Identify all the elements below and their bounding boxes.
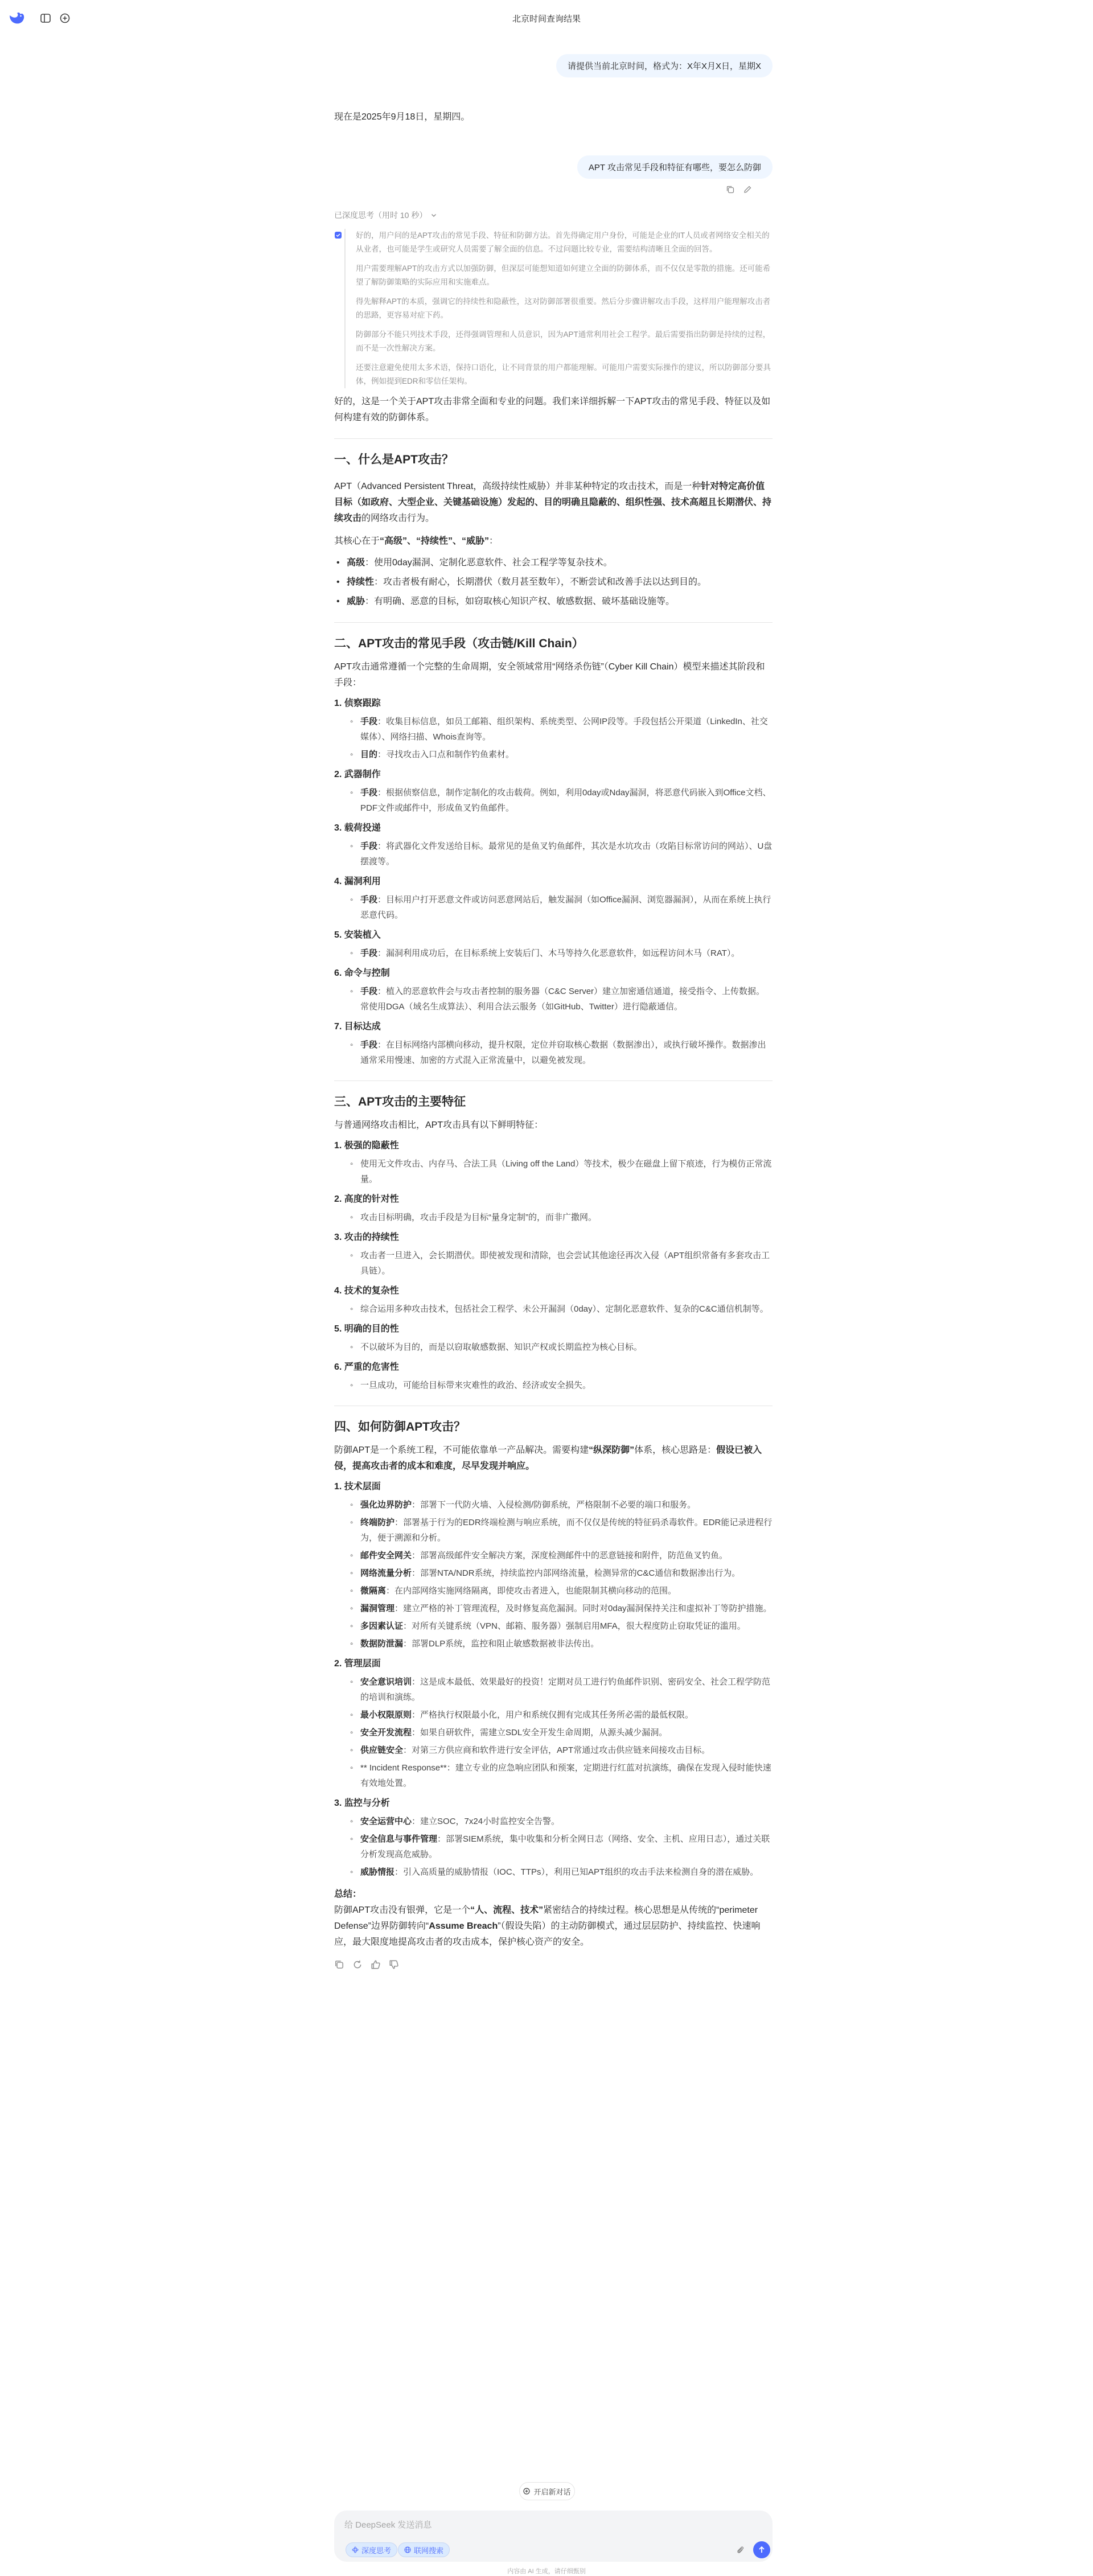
message-input[interactable]: 给 DeepSeek 发送消息 [344, 2520, 432, 2530]
page-title: 北京时间查询结果 [512, 14, 581, 24]
list-item: • 高级：使用0day漏洞、定制化恶意软件、社会工程学等复杂技术。 [334, 555, 773, 571]
assistant-reply: 现在是2025年9月18日，星期四。 [334, 112, 470, 122]
list-item: 6. 命令与控制 [334, 968, 390, 978]
divider [334, 1080, 773, 1081]
think-paragraph: 好的，用户问的是APT攻击的常见手段、特征和防御方法。首先得确定用户身份，可能是企业的IT人员或者网络安全相关的从业者，也可能是学生或研究人员需要了解全面的信息。不过问题比较专业，需要结构清晰且全面的回答。 [356, 231, 770, 253]
user-message-tools [726, 185, 752, 194]
list-item: • 持续性：攻击者极有耐心，长期潜伏（数月甚至数年），不断尝试和改善手法以达到目的。 [334, 574, 773, 590]
new-topic-icon [523, 2488, 530, 2495]
section-title: 四、如何防御APT攻击？ [334, 1420, 466, 1433]
list-item: 4. 技术的复杂性 [334, 1286, 399, 1296]
section-paragraph: APT攻击通常遵循一个完整的生命周期，安全领域常用“网络杀伤链”（Cyber Kill Chain）模型来描述其阶段和手段： [334, 662, 765, 688]
new-topic-button[interactable] [519, 2482, 575, 2500]
thumbs-down-icon[interactable] [389, 1959, 399, 1970]
answer-tools [334, 1959, 773, 1970]
deep-think-button-label: 深度思考 [361, 2546, 392, 2555]
list-item: ◦ 手段：目标用户打开恶意文件或访问恶意网站后，触发漏洞（如Office漏洞、浏览器漏洞），从而在系统上执行恶意代码。 [334, 892, 773, 923]
list-item: ◦ 微隔离：在内部网络实施网络隔离，即使攻击者进入，也能限制其横向移动的范围。 [334, 1583, 773, 1599]
list-item: ◦ 手段：收集目标信息，如员工邮箱、组织架构、系统类型、公网IP段等。手段包括公开渠道（LinkedIn、社交媒体）、网络扫描、Whois查询等。 [334, 714, 773, 745]
chevron-down-icon [430, 212, 437, 219]
list-item: ◦ 数据防泄漏：部署DLP系统，监控和阻止敏感数据被非法传出。 [334, 1636, 773, 1651]
copy-icon[interactable] [334, 1959, 344, 1970]
list-item: 2. 高度的针对性 [334, 1194, 399, 1204]
summary-title: 总结： [334, 1889, 362, 1899]
section-title: 三、APT攻击的主要特征 [334, 1095, 466, 1108]
section-paragraph: 其核心在于“高级”、“持续性”、“威胁”： [334, 536, 499, 546]
list-item: ◦ 安全意识培训：这是成本最低、效果最好的投资！定期对员工进行钓鱼邮件识别、密码安全、社会工程学防范的培训和演练。 [334, 1674, 773, 1705]
list-item: 4. 漏洞利用 [334, 877, 381, 886]
list-item: 3. 监控与分析 [334, 1798, 390, 1808]
user-message-bubble: 请提供当前北京时间，格式为：X年X月X日，星期X [556, 54, 773, 77]
list-item: ◦ 安全信息与事件管理：部署SIEM系统，集中收集和分析全网日志（网络、安全、主机、应用日志），通过关联分析发现高危威胁。 [334, 1831, 773, 1862]
list-item: ◦ 攻击者一旦进入，会长期潜伏。即使被发现和清除，也会尝试其他途径再次入侵（APT组织常备有多套攻击工具链）。 [334, 1248, 773, 1279]
list-item: ◦ 手段：植入的恶意软件会与攻击者控制的服务器（C&C Server）建立加密通信通道，接受指令、上传数据。常使用DGA（域名生成算法）、利用合法云服务（如GitHub、Twitter）进行隐蔽通信。 [334, 984, 773, 1014]
list-item: 3. 攻击的持续性 [334, 1232, 399, 1242]
section-title: 一、什么是APT攻击？ [334, 453, 454, 466]
list-item: 5. 明确的目的性 [334, 1324, 399, 1334]
deep-think-content [344, 229, 773, 388]
deep-think-button[interactable] [346, 2542, 397, 2557]
list-item: ◦ 威胁情报：引入高质量的威胁情报（IOC、TTPs），利用已知APT组织的攻击手法来检测自身的潜在威胁。 [334, 1864, 773, 1880]
list-item: 1. 极强的隐蔽性 [334, 1141, 399, 1151]
think-paragraph: 还要注意避免使用太多术语，保持口语化，让不同背景的用户都能理解。可能用户需要实际操作的建议，所以防御部分要具体，例如提到EDR和零信任架构。 [356, 363, 771, 385]
section-paragraph: 与普通网络攻击相比，APT攻击具有以下鲜明特征： [334, 1120, 544, 1130]
list-item: ◦ ** Incident Response**：建立专业的应急响应团队和预案，定期进行红蓝对抗演练，确保在发现入侵时能快速有效地处置。 [334, 1760, 773, 1791]
list-item: ◦ 手段：根据侦察信息，制作定制化的攻击载荷。例如，利用0day或Nday漏洞，将恶意代码嵌入到Office文档、PDF文件或邮件中，形成鱼叉钓鱼邮件。 [334, 785, 773, 816]
list-item: ◦ 安全运营中心：建立SOC，7x24小时监控安全告警。 [334, 1814, 773, 1829]
list-item: ◦ 不以破坏为目的，而是以窃取敏感数据、知识产权或长期监控为核心目标。 [334, 1340, 773, 1355]
summary-paragraph: 防御APT攻击没有银弹，它是一个“人、流程、技术”紧密结合的持续过程。核心思想是从传统的“perimeter Defense”边界防御转向“Assume Breach”（假设失陷）的主动防御模式，通过层层防护、持续监控、快速响应，最大限度地提高攻击者的攻击成本，保护核心资产的安全。 [334, 1905, 761, 1947]
web-search-button-label: 联网搜索 [414, 2546, 444, 2555]
list-item: ◦ 供应链安全：对第三方供应商和软件进行安全评估，APT常通过攻击供应链来间接攻击目标。 [334, 1743, 773, 1758]
list-item: ◦ 网络流量分析：部署NTA/NDR系统，持续监控内部网络流量，检测异常的C&C通信和数据渗出行为。 [334, 1566, 773, 1581]
globe-icon [404, 2546, 411, 2553]
list-item: ◦ 手段：漏洞利用成功后，在目标系统上安装后门、木马等持久化恶意软件，如远程访问木马（RAT）。 [334, 946, 773, 961]
think-paragraph: 得先解释APT的本质，强调它的持续性和隐蔽性，这对防御部署很重要。然后分步骤讲解攻击手段，这样用户能理解攻击者的思路，更容易对症下药。 [356, 297, 771, 319]
arrow-up-icon [758, 2546, 766, 2554]
list-item: ◦ 一旦成功，可能给目标带来灾难性的政治、经济或安全损失。 [334, 1378, 773, 1393]
list-item: ◦ 最小权限原则：严格执行权限最小化，用户和系统仅拥有完成其任务所必需的最低权限。 [334, 1707, 773, 1723]
section-paragraph: 防御APT是一个系统工程，不可能依靠单一产品解决。需要构建“纵深防御”体系，核心思路是：假设已被入侵，提高攻击者的成本和难度，尽早发现并响应。 [334, 1445, 762, 1471]
list-item: 1. 侦察跟踪 [334, 699, 381, 708]
list-item: 1. 技术层面 [334, 1482, 381, 1492]
list-item: ◦ 安全开发流程：如果自研软件，需建立SDL安全开发生命周期，从源头减少漏洞。 [334, 1725, 773, 1740]
edit-icon[interactable] [743, 185, 752, 194]
list-item: 2. 武器制作 [334, 770, 381, 779]
section-paragraph: APT（Advanced Persistent Threat，高级持续性威胁）并非某种特定的攻击技术，而是一种针对特定高价值目标（如政府、大型企业、关键基础设施）发起的、目的明确且隐蔽的、组织性强、技术高超且长期潜伏、持续攻击的网络攻击行为。 [334, 482, 772, 523]
user-message-bubble: APT 攻击常见手段和特征有哪些，要怎么防御 [577, 155, 773, 179]
bullet-list [334, 555, 773, 610]
list-item: ◦ 目的：寻找攻击入口点和制作钓鱼素材。 [334, 747, 773, 762]
ai-disclaimer: 内容由 AI 生成，请仔细甄别 [507, 2568, 586, 2575]
list-item: ◦ 综合运用多种攻击技术，包括社会工程学、未公开漏洞（0day）、定制化恶意软件、复杂的C&C通信机制等。 [334, 1301, 773, 1317]
list-item: ◦ 终端防护：部署基于行为的EDR终端检测与响应系统，而不仅仅是传统的特征码杀毒软件。EDR能记录进程行为，便于溯源和分析。 [334, 1515, 773, 1546]
list-item: ◦ 手段：在目标网络内部横向移动，提升权限，定位并窃取核心数据（数据渗出），或执行破坏操作。数据渗出通常采用慢速、加密的方式混入正常流量中，以避免被发现。 [334, 1037, 773, 1068]
section-title: 二、APT攻击的常见手段（攻击链/Kill Chain） [334, 637, 584, 650]
message-composer [334, 2511, 773, 2562]
top-bar [0, 0, 1093, 36]
think-paragraph: 防御部分不能只列技术手段，还得强调管理和人员意识，因为APT通常利用社会工程学。最后需要指出防御是持续的过程，而不是一次性解决方案。 [356, 330, 771, 352]
list-item: ◦ 强化边界防护：部署下一代防火墙、入侵检测/防御系统，严格限制不必要的端口和服务。 [334, 1497, 773, 1513]
thumbs-up-icon[interactable] [371, 1959, 381, 1970]
list-item: ◦ 邮件安全网关：部署高级邮件安全解决方案，深度检测邮件中的恶意链接和附件，防范鱼叉钓鱼。 [334, 1548, 773, 1563]
think-status-icon [334, 231, 342, 239]
deep-think-label: 已深度思考（用时 10 秒） [334, 211, 428, 220]
list-item: • 威胁：有明确、恶意的目标，如窃取核心知识产权、敏感数据、破坏基础设施等。 [334, 594, 773, 610]
list-item: ◦ 攻击目标明确，攻击手段是为目标“量身定制”的，而非广撒网。 [334, 1210, 773, 1225]
think-paragraph: 用户需要理解APT的攻击方式以加强防御，但深层可能想知道如何建立全面的防御体系，而不仅仅是零散的措施。还可能希望了解防御策略的实际应用和实施难点。 [356, 264, 771, 286]
divider [334, 438, 773, 439]
list-item: 6. 严重的危害性 [334, 1362, 399, 1372]
regenerate-icon[interactable] [352, 1959, 363, 1970]
new-topic-label: 开启新对话 [533, 2487, 571, 2496]
send-button[interactable] [753, 2541, 770, 2558]
list-item: 3. 载荷投递 [334, 823, 381, 833]
deep-think-toggle[interactable] [334, 209, 773, 221]
answer-intro: 好的，这是一个关于APT攻击非常全面和专业的问题。我们来详细拆解一下APT攻击的常见手段、特征以及如何构建有效的防御体系。 [334, 397, 771, 422]
list-item: ◦ 使用无文件攻击、内存马、合法工具（Living off the Land）等技术，极少在磁盘上留下痕迹，行为模仿正常流量。 [334, 1156, 773, 1187]
divider [334, 622, 773, 623]
copy-icon[interactable] [726, 185, 735, 194]
atom-icon [352, 2546, 359, 2553]
list-item: 5. 安装植入 [334, 930, 381, 940]
list-item: ◦ 漏洞管理：建立严格的补丁管理流程，及时修复高危漏洞。同时对0day漏洞保持关注和虚拟补丁等防护措施。 [334, 1601, 773, 1616]
list-item: 2. 管理层面 [334, 1659, 381, 1669]
paperclip-icon[interactable] [735, 2545, 745, 2555]
list-item: 7. 目标达成 [334, 1022, 381, 1032]
list-item: ◦ 手段：将武器化文件发送给目标。最常见的是鱼叉钓鱼邮件，其次是水坑攻击（攻陷目标常访问的网站）、U盘摆渡等。 [334, 839, 773, 869]
web-search-button[interactable] [398, 2542, 450, 2557]
list-item: ◦ 多因素认证：对所有关键系统（VPN、邮箱、服务器）强制启用MFA，很大程度防止窃取凭证的滥用。 [334, 1618, 773, 1634]
